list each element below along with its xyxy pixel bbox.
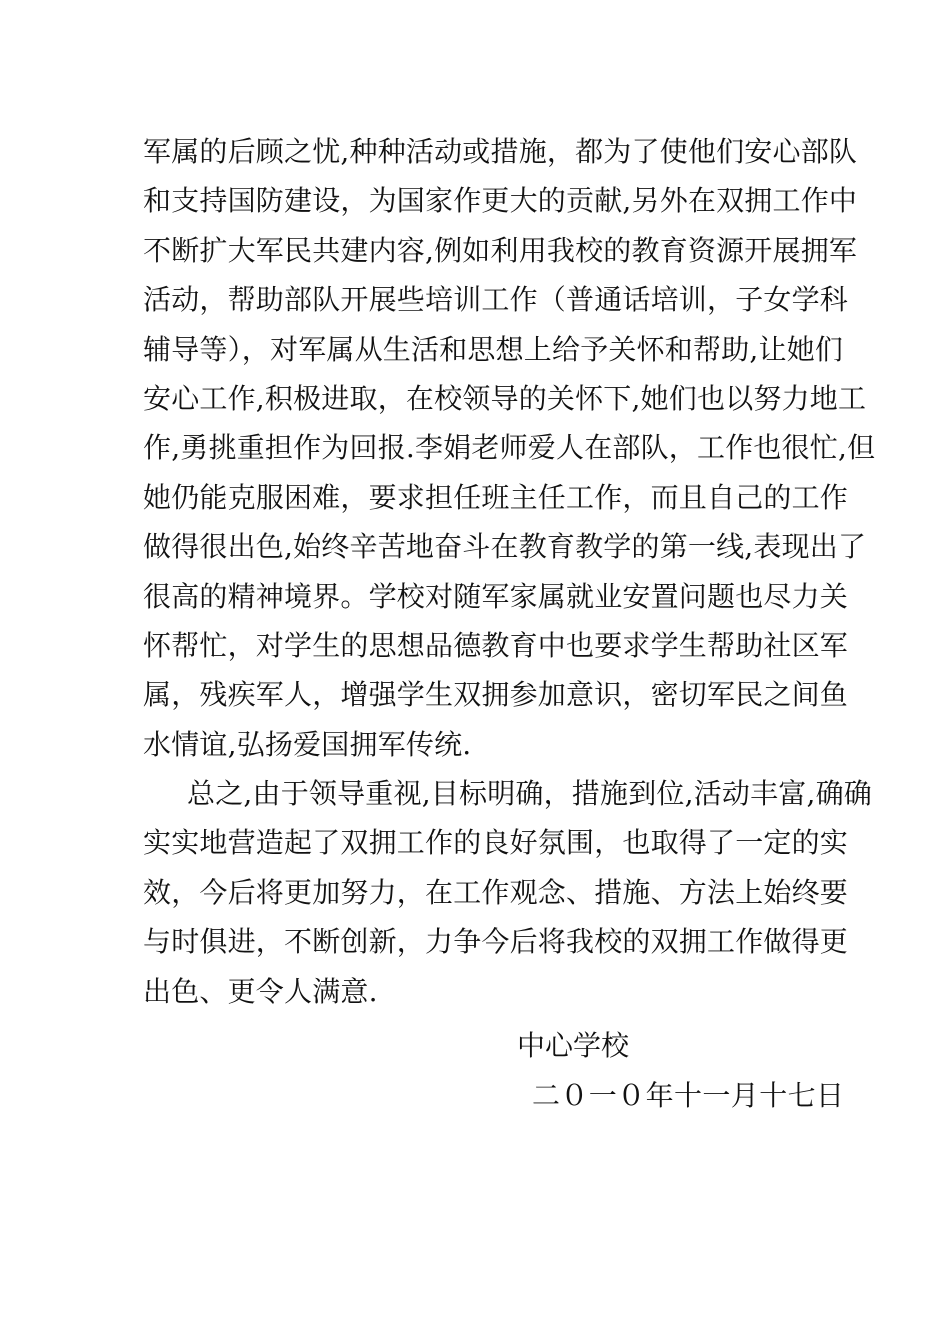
body-line: 实实地营造起了双拥工作的良好氛围，也取得了一定的实: [143, 826, 849, 860]
body-line: 不断扩大军民共建内容,例如利用我校的教育资源开展拥军: [143, 233, 858, 267]
signature: 中心学校: [517, 1029, 630, 1062]
body-line: 水情谊,弘扬爱国拥军传统.: [143, 727, 472, 761]
body-line: 和支持国防建设，为国家作更大的贡献,另外在双拥工作中: [143, 184, 858, 218]
body-line: 安心工作,积极进取，在校领导的关怀下,她们也以努力地工: [143, 381, 867, 415]
date: 二０一０年十一月十七日: [532, 1079, 845, 1112]
body-line: 作,勇挑重担作为回报.李娟老师爱人在部队，工作也很忙,但: [143, 431, 876, 465]
body-line: 与时俱进，不断创新，力争今后将我校的双拥工作做得更: [143, 925, 849, 959]
body-line: 活动，帮助部队开展些培训工作（普通话培训，子女学科: [143, 283, 849, 317]
body-line: 很高的精神境界。学校对随军家属就业安置问题也尽力关: [143, 579, 849, 613]
body-line: 做得很出色,始终辛苦地奋斗在教育教学的第一线,表现出了: [143, 530, 867, 564]
document-body: [143, 127, 876, 1016]
body-line: 辅导等），对军属从生活和思想上给予关怀和帮助,让她们: [143, 332, 844, 366]
paragraph-first-line: 总之,由于领导重视,目标明确，措施到位,活动丰富,确确: [187, 777, 873, 811]
body-line: 效，今后将更加努力，在工作观念、措施、方法上始终要: [143, 875, 849, 909]
body-line: 怀帮忙，对学生的思想品德教育中也要求学生帮助社区军: [143, 628, 849, 662]
body-line: 她仍能克服困难，要求担任班主任工作，而且自己的工作: [143, 480, 849, 514]
body-line: 出色、更令人满意.: [143, 974, 378, 1008]
body-line: 军属的后顾之忧,种种活动或措施，都为了使他们安心部队: [143, 135, 858, 168]
body-line: 属，残疾军人，增强学生双拥参加意识，密切军民之间鱼: [143, 678, 849, 712]
